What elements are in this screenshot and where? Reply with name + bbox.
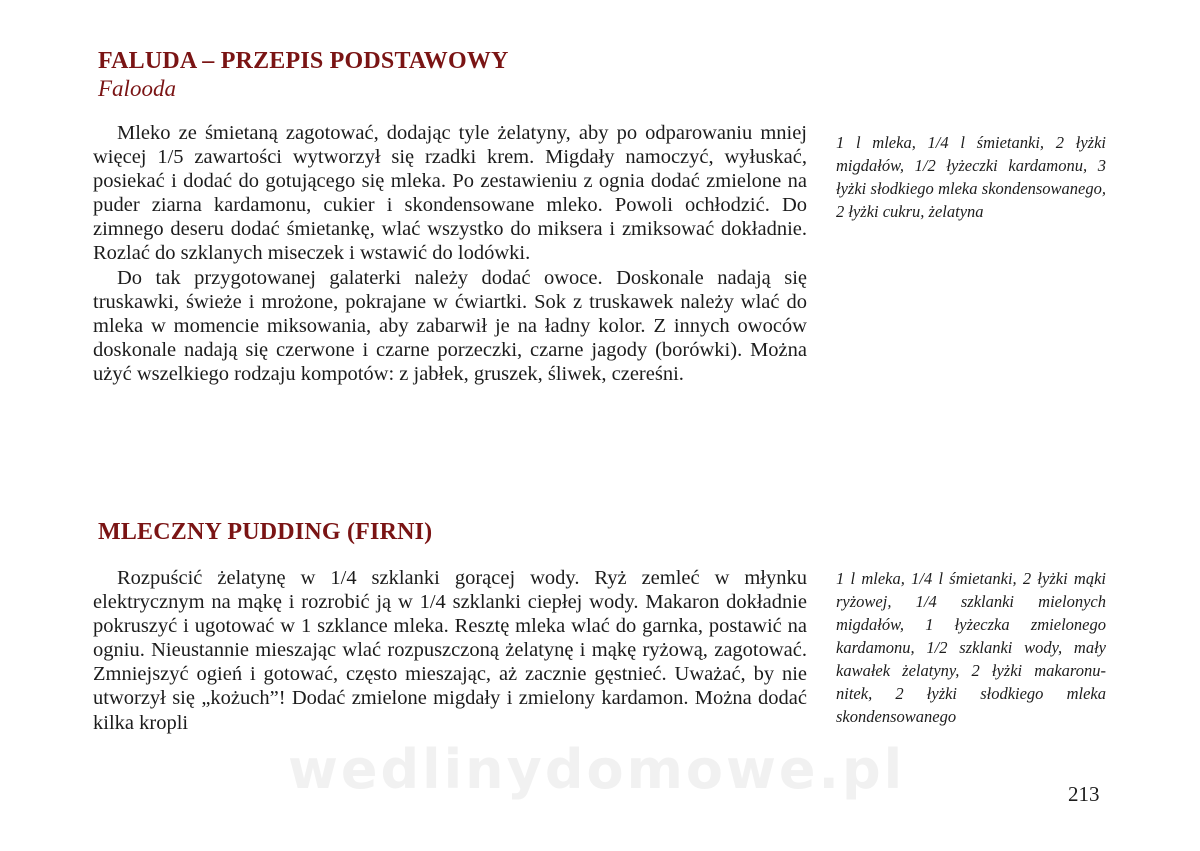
recipe-subtitle-falooda: Falooda xyxy=(98,76,176,101)
recipe-paragraph: Mleko ze śmietaną zagotować, dodając tyle żelatyny, aby po odparowaniu mniej więcej 1/5 zawartości wytworzył się rzadki krem. Migdały namoczyć, wyłuskać, posiekać i dodać do gotującego się mleka. Po zestawieniu z ognia dodać zmielone na puder ziarna kardamonu, cukier i skondensowane mleko. Powoli ochłodzić. Do zimnego deseru dodać śmietankę, wlać wszystko do miksera i zmiksować dokładnie. Rozlać do szklanych miseczek i wstawić do lodówki. xyxy=(93,122,807,265)
ingredients-faluda: 1 l mleka, 1/4 l śmietanki, 2 łyżki migdałów, 1/2 łyżeczki kardamonu, 3 łyżki słodkiego mleka skondensowanego, 2 łyżki cukru, żelatyna xyxy=(836,133,1106,221)
recipe-body-firni xyxy=(93,566,807,735)
recipe-body-faluda xyxy=(93,121,807,386)
recipe-paragraph: Rozpuścić żelatynę w 1/4 szklanki gorącej wody. Ryż zemleć w młynku elektrycznym na mąkę i rozrobić ją w 1/4 szklanki ciepłej wody. Makaron dokładnie pokruszyć i ugotować w 1 szklance mleka. Resztę mleka wlać do garnka, postawić na ogniu. Nieustannie mieszając wlać rozpuszczoną żelatynę i mąkę ryżową, zagotować. Zmniejszyć ogień i gotować, często mieszając, aż zacznie gęstnieć. Uważać, by nie utworzył się „kożuch”! Dodać zmielone migdały i zmielony kardamon. Można dodać kilka kropli xyxy=(93,567,807,734)
recipe-title-faluda: FALUDA – PRZEPIS PODSTAWOWY xyxy=(98,48,509,74)
ingredients-firni: 1 l mleka, 1/4 l śmietanki, 2 łyżki mąki ryżowej, 1/4 szklanki mielonych migdałów, 1 łyżeczka zmielonego kardamonu, 1/2 szklanki wody, mały kawałek żelatyny, 2 łyżki makaronu-nitek, 2 łyżki słodkiego mleka skondensowanego xyxy=(836,569,1106,726)
recipe-title-firni: MLECZNY PUDDING (FIRNI) xyxy=(98,519,433,545)
watermark: wedlinydomowe.pl xyxy=(288,738,906,801)
recipe-paragraph: Do tak przygotowanej galaterki należy dodać owoce. Doskonale nadają się truskawki, świeże i mrożone, pokrajane w ćwiartki. Sok z truskawek należy wlać do mleka w momencie miksowania, aby zabarwił je na ładny kolor. Z innych owoców doskonale nadają się czerwone i czarne porzeczki, czarne jagody (borówki). Można użyć wszelkiego rodzaju kompotów: z jabłek, gruszek, śliwek, czereśni. xyxy=(93,266,807,385)
page-number: 213 xyxy=(1068,782,1100,806)
